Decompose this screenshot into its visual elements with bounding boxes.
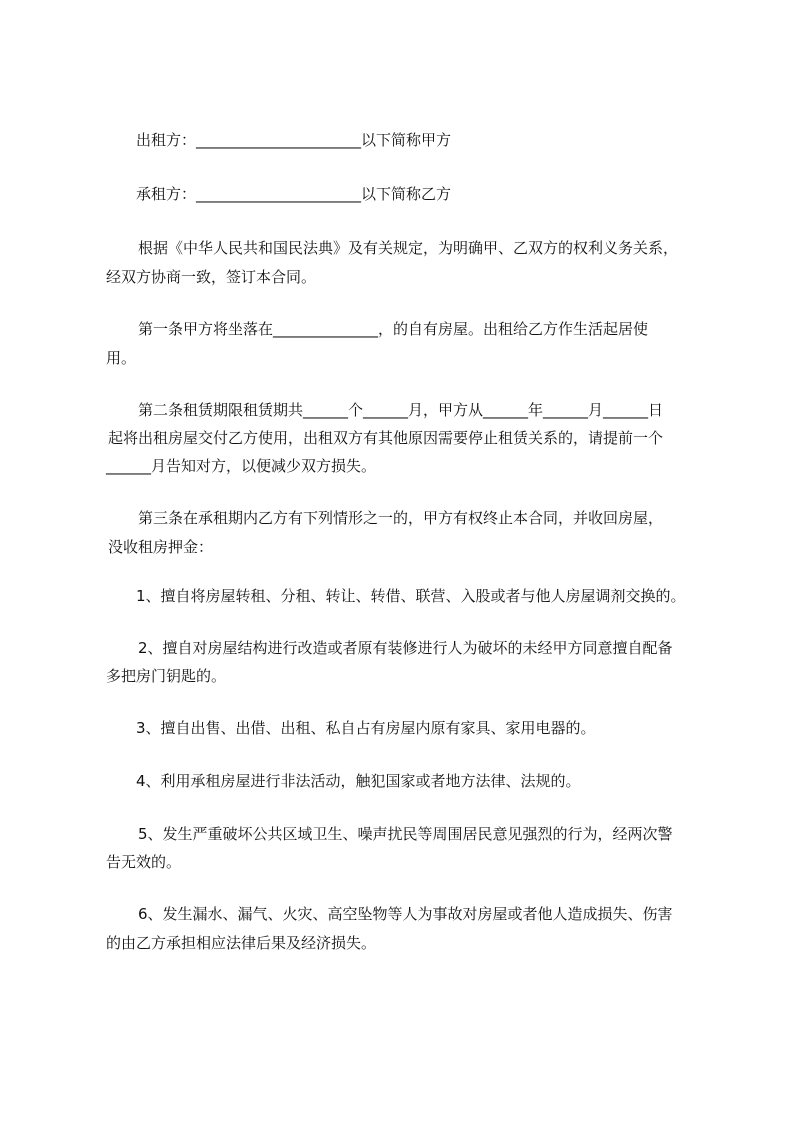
article-2-line-1: 第二条租赁期限租赁期共______个______月，甲方从______年______月______日 [138,401,664,419]
item-6-line-1: 6、发生漏水、漏气、火灾、高空坠物等人为事故对房屋或者他人造成损失、伤害 [138,905,673,923]
item-2-line-1: 2、擅自对房屋结构进行改造或者原有装修进行人为破坏的未经甲方同意擅自配备 [138,639,673,657]
preamble-line-2: 经双方协商一致，签订本合同。 [106,268,317,286]
article-3-line-1: 第三条在承租期内乙方有下列情形之一的，甲方有权终止本合同，并收回房屋， [138,509,664,527]
item-1: 1、擅自将房屋转租、分租、转让、转借、联营、入股或者与他人房屋调剂交换的。 [136,587,686,605]
item-6-line-2: 的由乙方承担相应法律后果及经济损失。 [106,934,377,952]
item-4: 4、利用承租房屋进行非法活动，触犯国家或者地方法律、法规的。 [136,772,581,790]
article-2-line-2: 起将出租房屋交付乙方使用，出租双方有其他原因需要停止租赁关系的，请提前一个 [108,429,664,447]
article-1-line-1: 第一条甲方将坐落在______________，的自有房屋。出租给乙方作生活起居使 [138,320,649,338]
item-5-line-1: 5、发生严重破坏公共区域卫生、噪声扰民等周围居民意见强烈的行为，经两次警 [138,825,673,843]
preamble-line-1: 根据《中华人民共和国民法典》及有关规定，为明确甲、乙双方的权利义务关系， [138,239,679,257]
item-3: 3、擅自出售、出借、出租、私自占有房屋内原有家具、家用电器的。 [136,719,596,737]
lessor-line: 出租方：______________________以下简称甲方 [136,131,452,149]
article-3-line-2: 没收租房押金： [108,538,214,556]
item-2-line-2: 多把房门钥匙的。 [106,667,227,685]
lessee-line: 承租方：______________________以下简称乙方 [136,185,452,203]
article-1-line-2: 用。 [106,349,137,367]
item-5-line-2: 告无效的。 [106,853,182,871]
article-2-line-3: ______月告知对方，以便减少双方损失。 [106,457,377,475]
